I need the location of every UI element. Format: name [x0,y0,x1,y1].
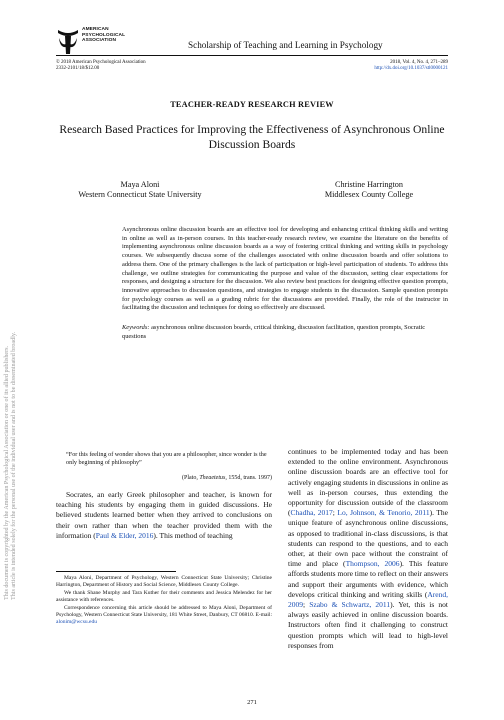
body-paragraph-right: continues to be implemented today and has been extended to the online environment. Asynchronous online discussion boards are an effective tool for actively engaging students in discussions in online as well as in-person courses, thus extending the opportunity for discussion outside of the classroom (Chadha, 2017; Lo, Johnson, & Tenorio, 2011). The unique feature of asynchronous online discussions, as opposed to traditional in-class discussions, is that students can respond to the questions, and to each other, at their own pace without the constraint of time and place (Thompson, 2006). This feature affords students more time to reflect on their answers and support their arguments with evidence, which develops critical thinking and writing skills (Arend, 2009; Szabo & Schwartz, 2011). Yet, this is not always easily achieved in online discussion boards. Instructors often find it challenging to construct question prompts which will lead to high-level responses from [288,447,449,650]
body-paragraph-left: Socrates, an early Greek philosopher and teacher, is known for teaching his students by engaging them in guided discussions. He believed students learned better when they arrived to conclusions on their own rather than when the teacher provided them with the information (Paul & Elder, 2016). This method of teaching [56,490,272,540]
author-1 [56,180,224,200]
author-affiliation: Western Connecticut State University [78,190,202,199]
issn-line: 2332-2101/18/$12.00 [56,66,100,71]
journal-title: Scholarship of Teaching and Learning in Psychology [188,40,383,50]
article-title: Research Based Practices for Improving the Effectiveness of Asynchronous Online Discussion Boards [59,123,445,151]
author-affiliation: Middlesex County College [324,190,414,199]
author-name: Christine Harrington [335,180,403,189]
citation-link[interactable]: Paul & Elder, 2016 [95,530,154,540]
abstract: Asynchronous online discussion boards are an effective tool for developing and enhancing critical thinking skills and writing in online as well as in-person courses. In this teacher-ready research review, we examine the literature on the benefits of implementing asynchronous online discussion boards as a way of fostering critical thinking and writing skills in psychology courses. We subsequently discuss some of the challenges associated with online discussion boards and offer solutions to address them. One of the primary challenges is the lack of participation or high-level participation of students. To address this challenge, we outline strategies for communicating the purpose and value of the discussion, setting clear expectations for responses, and designing a structure for the discussion. We also review best practices for designing effective question prompts, innovative approaches to discussion questions, and strategies to engage students in the discussion. Sample question prompts for psychology courses as well as a grading rubric for the discussions are provided. Finally, the role of the instructor in facilitating the discussion and techniques for doing so effectively are discussed. [122,226,448,312]
citation-link[interactable]: Arend, 2009 [288,589,448,610]
author-name: Maya Aloni [120,180,160,189]
copyright-line: © 2018 American Psychological Association [56,60,146,65]
apa-logo-icon [56,26,80,56]
publisher-name: AMERICAN PSYCHOLOGICAL ASSOCIATION [82,27,126,44]
watermark-line-1: This document is copyrighted by the American Psychological Association or one of its allied publishers. [4,345,10,600]
citation-link[interactable]: Lo, Johnson, & Tenorio, 2011 [337,508,430,518]
correspondence-note: Correspondence concerning this article should be addressed to Maya Aloni, Department of Psychology, Western Connecticut State University, 181 White Street, Danbury, CT 06810. E-mail: alonim@wcsu.edu [56,604,273,626]
copyright-watermark [4,180,16,600]
author-note [56,575,272,627]
author-affiliations-note: Maya Aloni, Department of Psychology, Western Connecticut State University; Christine Harrington, Department of History and Social Science, Middlesex County College. [56,575,272,589]
email-link[interactable]: alonim@wcsu.edu [56,619,97,626]
footnote-rule [56,571,176,572]
citation-line: 2018, Vol. 4, No. 4, 271–289 [390,60,448,65]
acknowledgements-note: We thank Shane Murphy and Tara Kuther for their comments and Jessica Melendez for her assistance with references. [56,589,272,604]
keywords-label: Keywords: [122,324,150,331]
watermark-line-2: This article is intended solely for the personal use of the individual user and is not to be disseminated broadly. [10,331,17,600]
citation-link[interactable]: Chadha, 2017 [290,508,333,518]
citation-link[interactable]: Thompson, 2006 [345,559,400,569]
copyright-block [56,60,146,72]
epigraph-attribution: (Plato, Theaetetus, 155d, trans. 1997) [181,475,272,481]
citation-block [300,60,448,72]
keywords-list: asynchronous online discussion boards, critical thinking, discussion facilitation, question prompts, Socratic questions [122,324,426,340]
header-rule [56,55,448,56]
epigraph: “For this feeling of wonder shows that you are a philosopher, since wonder is the only beginning of philosophy” [66,451,267,466]
article-type: TEACHER-READY RESEARCH REVIEW [170,100,334,109]
page-number: 271 [247,699,257,706]
keywords [122,324,448,341]
author-2 [290,180,448,200]
doi-link[interactable]: http://dx.doi.org/10.1037/stl0000121 [374,66,448,71]
citation-link[interactable]: Szabo & Schwartz, 2011 [309,600,391,610]
